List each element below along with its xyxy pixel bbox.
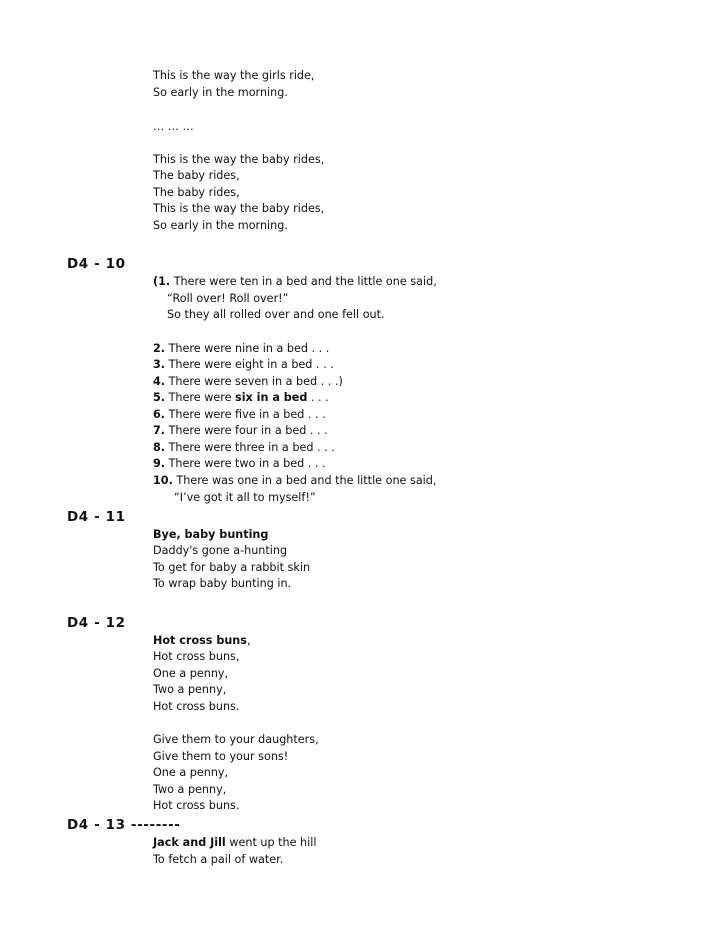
verse-line [153,185,240,201]
bold-text: 3. [153,358,166,371]
bold-text: 6. [153,408,166,421]
text-run: There were nine in a bed . . . [165,342,330,355]
text-run: There were ten in a bed and the little one said, [170,275,437,288]
bold-text: Jack and Jill [153,836,226,849]
text-run: Hot cross buns. [153,799,240,812]
bold-text: 2. [153,342,166,355]
text-run: “I’ve got it all to myself!” [174,491,316,504]
verse-line [153,835,316,851]
verse-line [153,732,319,748]
verse-line [153,85,288,101]
text-run: Two a penny, [153,783,227,796]
bold-text: (1. [153,275,171,288]
text-run: There were four in a bed . . . [165,424,328,437]
bold-text: six in a bed [235,391,308,404]
verse-line [153,440,335,456]
verse-line [153,374,343,390]
text-run: There were seven in a bed . . .) [165,375,343,388]
text-run: So early in the morning. [153,86,288,99]
verse-line [153,473,436,489]
heading-d4-10: D4 - 10 [67,256,126,272]
verse-line [153,576,291,592]
verse-line [153,682,226,698]
text-run: , [246,634,251,647]
verse-line [153,274,437,290]
verse-line [153,852,283,868]
text-run: Give them to your daughters, [153,733,319,746]
text-run: There were [165,391,236,404]
verse-line [153,152,324,168]
text-run: Give them to your sons! [153,750,289,763]
text-run: The baby rides, [153,186,240,199]
verse-line [153,390,329,406]
text-run: So they all rolled over and one fell out. [167,308,385,321]
verse-line [153,649,239,665]
bold-text: 4. [153,375,166,388]
text-run: There was one in a bed and the little one said, [172,474,437,487]
text-run: Two a penny, [153,683,227,696]
verse-line [153,560,310,576]
text-run: There were eight in a bed . . . [165,358,334,371]
bold-text: Hot cross buns [153,634,247,647]
verse-line [153,423,328,439]
verse-line [167,307,385,323]
text-run: “Roll over! Roll over!” [167,292,289,305]
verse-line [167,291,288,307]
text-run: went up the hill [225,836,317,849]
heading-d4-13: D4 - 13 -------- [67,817,181,833]
bold-text: 7. [153,424,166,437]
text-run: One a penny, [153,667,229,680]
verse-line [153,782,226,798]
bold-text: 9. [153,457,166,470]
verse-line [153,341,329,357]
verse-line [153,68,314,84]
text-run: One a penny, [153,766,229,779]
text-run: There were five in a bed . . . [165,408,326,421]
bold-text: 8. [153,441,166,454]
text-run: This is the way the baby rides, [153,202,325,215]
text-run: There were two in a bed . . . [165,457,326,470]
bold-text: Bye, baby bunting [153,528,269,541]
verse-line [174,490,316,506]
verse-line [153,543,287,559]
text-run: To get for baby a rabbit skin [153,561,311,574]
text-run: This is the way the baby rides, [153,153,325,166]
text-run: Hot cross buns, [153,650,240,663]
verse-line [153,168,240,184]
verse-line [153,527,268,543]
heading-d4-12: D4 - 12 [67,615,126,631]
verse-line [153,749,288,765]
text-run: … … … [153,120,194,133]
verse-line [153,699,239,715]
verse-line [153,633,251,649]
bold-text: 10. [153,474,173,487]
verse-line [153,357,334,373]
heading-d4-11: D4 - 11 [67,509,126,525]
verse-line [153,666,228,682]
text-run: To fetch a pail of water. [153,853,284,866]
text-run: So early in the morning. [153,219,288,232]
verse-line [153,407,326,423]
verse-line [153,798,239,814]
verse-line [153,765,228,781]
text-run: The baby rides, [153,169,240,182]
text-run: To wrap baby bunting in. [153,577,292,590]
text-run: Daddy's gone a-hunting [153,544,288,557]
bold-text: 5. [153,391,166,404]
text-run: Hot cross buns. [153,700,240,713]
verse-line [153,456,326,472]
text-run: There were three in a bed . . . [165,441,335,454]
text-run: . . . [307,391,329,404]
verse-line [153,119,194,135]
text-run: This is the way the girls ride, [153,69,315,82]
verse-line [153,218,288,234]
verse-line [153,201,324,217]
